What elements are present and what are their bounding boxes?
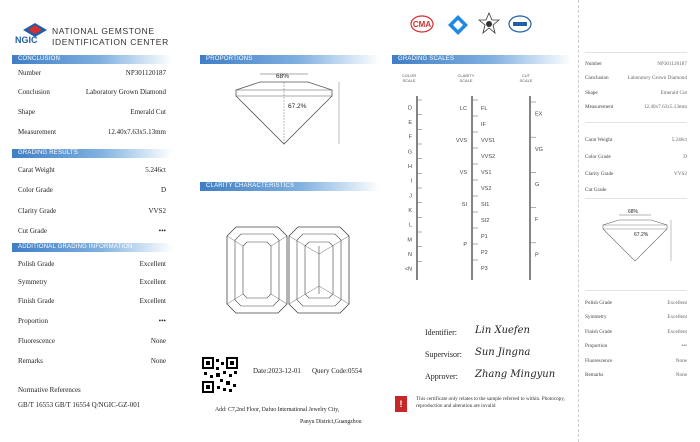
conclusion-row: Number NP301120187 xyxy=(18,69,166,77)
clarity-grade-label: IF xyxy=(481,122,486,128)
proportion-diagram xyxy=(222,70,347,150)
color-grade-label: <N xyxy=(404,266,412,273)
clarity-scale-header: CLARITY SCALE xyxy=(457,73,475,83)
clarity-plot-crown xyxy=(226,226,288,314)
stub-row: Clarity Grade VVS2 xyxy=(585,171,687,177)
approver-label: Approver: xyxy=(425,372,458,381)
cut-grade-label: P xyxy=(535,252,539,259)
clarity-group-label: SI xyxy=(461,202,467,208)
clarity-characteristics-bar: CLARITY CHARACTERISTICS xyxy=(200,182,380,191)
grading-row: Color Grade D xyxy=(18,186,166,194)
disclaimer-text: This certificate only relates to the sample referred to within. Photocopy, reproduction and alteration are invalid xyxy=(416,396,565,409)
svg-text:CMA: CMA xyxy=(412,20,432,29)
stub-row: Symmetry Excellent xyxy=(585,314,687,320)
clarity-grade-label: FL xyxy=(481,106,488,112)
stub-proportion-diagram xyxy=(595,213,675,265)
color-grade-label: G xyxy=(407,149,412,156)
clarity-grade-label: P3 xyxy=(481,266,488,272)
color-grade-label: I xyxy=(410,178,412,185)
color-scale-header: COLOR SCALE xyxy=(401,73,417,83)
grading-scales-chart xyxy=(392,66,572,281)
clarity-grade-label: VS1 xyxy=(481,170,492,176)
stub-row: Polish Grade Excellent xyxy=(585,300,687,306)
clarity-plot-pavilion xyxy=(288,226,350,314)
identifier-signature: Lin Xuefen xyxy=(475,325,530,336)
stub-row: Measurement 12.40x7.63x5.13mm xyxy=(585,104,687,110)
color-grade-label: E xyxy=(408,120,412,126)
cut-grade-label: G xyxy=(535,182,540,188)
references-text: GB/T 16553 GB/T 16554 Q/NGIC-GZ-001 xyxy=(18,401,141,409)
color-grade-label: D xyxy=(408,105,412,112)
issue-date: Date:2023-12-01 xyxy=(253,367,301,375)
query-code: Query Code:0554 xyxy=(312,367,362,375)
additional-row: Remarks None xyxy=(18,357,166,365)
color-grade-label: H xyxy=(408,164,412,170)
stub-row: Remarks None xyxy=(585,372,687,378)
clarity-grade-label: P1 xyxy=(481,234,488,240)
clarity-grade-label: SI2 xyxy=(481,218,490,224)
additional-bar: ADDITIONAL GRADING INFORMATION xyxy=(12,243,172,252)
cnas-mark xyxy=(478,12,500,36)
address-line2: Panyu District,Guangzhou xyxy=(300,419,362,425)
color-grade-label: M xyxy=(407,237,412,244)
stub-divider xyxy=(578,0,579,442)
color-grade-label: K xyxy=(408,208,412,214)
clarity-group-label: VS xyxy=(459,170,467,176)
conclusion-bar: CONCLUSION xyxy=(12,55,172,64)
clarity-group-label: LC xyxy=(459,106,467,112)
stub-rule xyxy=(585,198,687,199)
clarity-grade-label: VS2 xyxy=(481,186,492,192)
additional-row: Proportion ••• xyxy=(18,317,166,325)
warning-icon: ! xyxy=(395,396,407,412)
additional-row: Fluorescence None xyxy=(18,337,166,345)
address-line1: Add: C7,2nd Floor, Dafuo International Jewelry City, xyxy=(215,407,340,413)
stub-top-rule xyxy=(585,52,687,53)
cut-grade-label: EX xyxy=(535,111,543,118)
stub-row: Number NP301120187 xyxy=(585,61,687,67)
additional-row: Finish Grade Excellent xyxy=(18,297,166,305)
clarity-grade-label: VVS2 xyxy=(481,154,496,160)
color-grade-label: L xyxy=(408,222,412,229)
mra-mark xyxy=(508,14,532,34)
conclusion-row: Measurement 12.40x7.63x5.13mm xyxy=(18,128,166,136)
ilac-mark xyxy=(447,14,469,36)
grading-row: Clarity Grade VVS2 xyxy=(18,207,166,215)
depth-percent: 67.2% xyxy=(288,103,307,110)
additional-row: Polish Grade Excellent xyxy=(18,260,166,268)
additional-row: Symmetry Excellent xyxy=(18,278,166,286)
stub-row: Shape Emerald Cut xyxy=(585,90,687,96)
qr-code xyxy=(202,357,238,393)
clarity-group-label: VVS xyxy=(455,138,467,144)
identifier-label: Identifier: xyxy=(425,328,457,337)
cut-scale-header: CUT SCALE xyxy=(519,73,533,83)
supervisor-signature: Sun Jingna xyxy=(475,347,531,358)
grading-scales-bar: GRADING SCALES xyxy=(392,55,572,64)
stub-row: Color Grade D xyxy=(585,154,687,160)
conclusion-row: Shape Emerald Cut xyxy=(18,108,166,116)
color-grade-label: N xyxy=(408,252,412,258)
proportions-bar: PROPORTIONS xyxy=(200,55,380,64)
logo-abbr: NGIC xyxy=(15,35,38,45)
org-name-line2: IDENTIFICATION CENTER xyxy=(52,37,169,47)
cut-grade-label: F xyxy=(535,217,539,224)
supervisor-label: Supervisor: xyxy=(425,350,462,359)
stub-rule xyxy=(585,290,687,291)
stub-table-percent: 68% xyxy=(628,209,639,215)
grading-results-bar: GRADING RESULTS xyxy=(12,149,172,158)
stub-depth-percent: 67.2% xyxy=(634,232,649,238)
references-title: Normative References xyxy=(18,386,81,394)
stub-row: Carat Weight 5.246ct xyxy=(585,137,687,143)
grading-row: Cut Grade ••• xyxy=(18,227,166,235)
conclusion-row: Conclusion Laboratory Grown Diamond xyxy=(18,88,166,96)
table-percent: 68% xyxy=(276,73,290,80)
clarity-grade-label: SI1 xyxy=(481,202,490,208)
stub-row: Fluorescence None xyxy=(585,358,687,364)
stub-row: Proportion ••• xyxy=(585,343,687,349)
cma-mark xyxy=(410,14,434,34)
cut-grade-label: VG xyxy=(535,146,543,153)
approver-signature: Zhang Mingyun xyxy=(475,369,556,380)
stub-row: Conclusion Laboratory Grown Diamond xyxy=(585,75,687,81)
clarity-group-label: P xyxy=(463,242,467,248)
stub-rule xyxy=(585,122,687,123)
color-grade-label: J xyxy=(409,193,412,200)
clarity-grade-label: P2 xyxy=(481,250,488,256)
stub-row: Cut Grade xyxy=(585,187,607,193)
stub-row: Finish Grade Excellent xyxy=(585,329,687,335)
clarity-grade-label: VVS1 xyxy=(481,138,496,144)
grading-row: Carat Weight 5.246ct xyxy=(18,166,166,174)
color-grade-label: F xyxy=(408,134,412,141)
org-name-line1: NATIONAL GEMSTONE xyxy=(52,26,155,36)
